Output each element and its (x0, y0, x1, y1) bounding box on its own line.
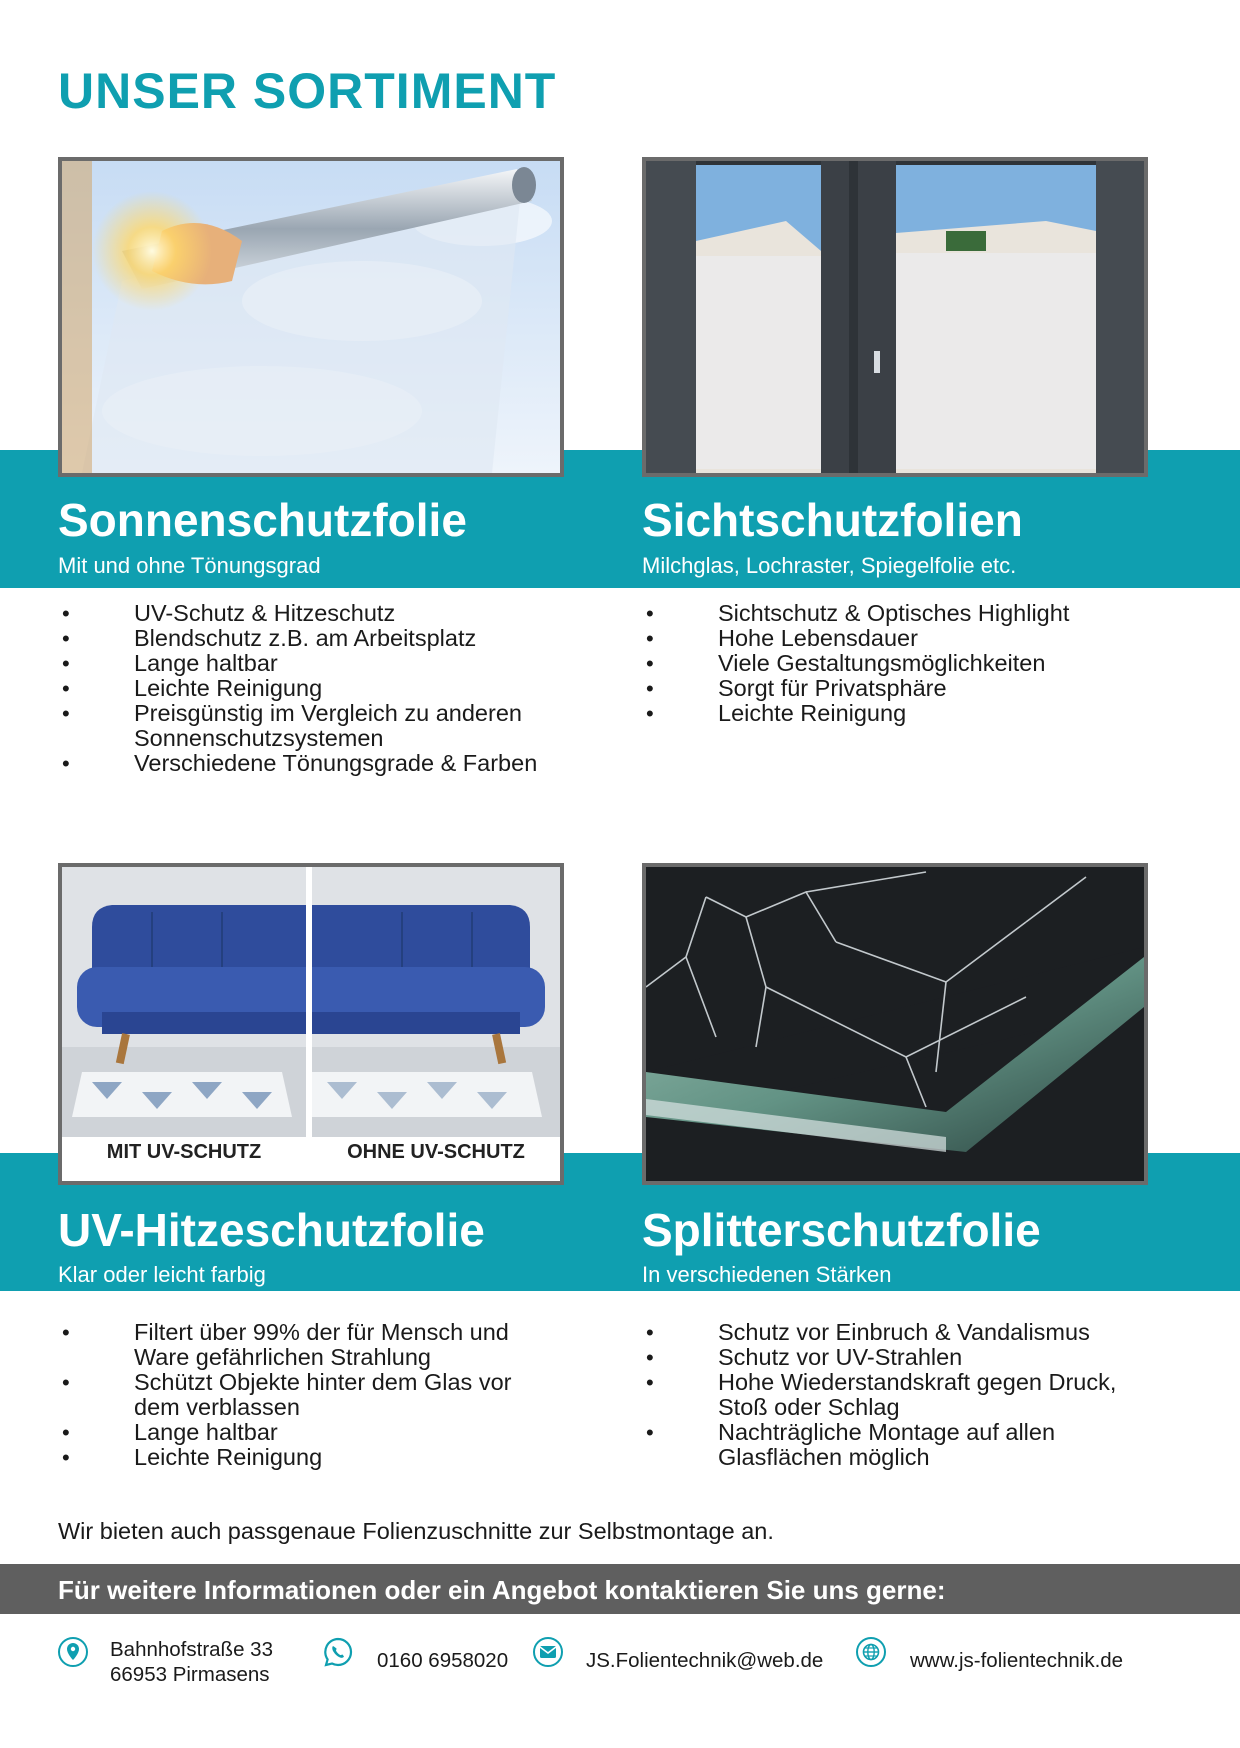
list-item: • Leichte Reinigung (58, 676, 578, 701)
list-item: • Hohe Wiederstandskraft gegen Druck, Stoß oder Schlag (642, 1370, 1118, 1420)
privacy-film-photo (642, 157, 1148, 477)
page-title: UNSER SORTIMENT (58, 63, 557, 119)
image-label-without-uv: OHNE UV-SCHUTZ (347, 1141, 525, 1163)
contact-city: 66953 Pirmasens (110, 1663, 270, 1686)
feature-list-sonnenschutz (58, 601, 578, 776)
product-title-sonnenschutz: Sonnenschutzfolie (58, 494, 467, 546)
list-item: • Sorgt für Privatsphäre (642, 676, 1162, 701)
whatsapp-icon (322, 1636, 354, 1668)
list-item: • Verschiedene Tönungsgrade & Farben (58, 751, 578, 776)
list-item: • Preisgünstig im Vergleich zu anderen Sonnenschutzsystemen (58, 701, 554, 751)
product-subtitle-sichtschutz: Milchglas, Lochraster, Spiegelfolie etc. (642, 553, 1017, 578)
product-subtitle-uv-hitzeschutz: Klar oder leicht farbig (58, 1262, 266, 1287)
sun-film-photo (58, 157, 564, 477)
list-item: • Blendschutz z.B. am Arbeitsplatz (58, 626, 578, 651)
mail-icon (532, 1636, 564, 1668)
shatter-glass-photo (642, 863, 1148, 1185)
list-item: • Lange haltbar (58, 651, 578, 676)
list-item: • Schutz vor UV-Strahlen (642, 1345, 1162, 1370)
feature-list-uv-hitzeschutz (58, 1320, 578, 1470)
product-title-splitterschutz: Splitterschutzfolie (642, 1204, 1041, 1256)
product-subtitle-splitterschutz: In verschiedenen Stärken (642, 1262, 892, 1287)
list-item: • Lange haltbar (58, 1420, 578, 1445)
list-item: • Leichte Reinigung (642, 701, 1162, 726)
self-install-note: Wir bieten auch passgenaue Folienzuschnitte zur Selbstmontage an. (58, 1518, 774, 1544)
list-item: • Sichtschutz & Optisches Highlight (642, 601, 1162, 626)
list-item: • Schützt Objekte hinter dem Glas vor dem verblassen (58, 1370, 554, 1420)
feature-list-splitterschutz (642, 1320, 1162, 1470)
contact-website[interactable]: www.js-folientechnik.de (910, 1649, 1124, 1672)
contact-street: Bahnhofstraße 33 (110, 1638, 273, 1661)
contact-banner (0, 1564, 1240, 1614)
list-item: • Schutz vor Einbruch & Vandalismus (642, 1320, 1162, 1345)
image-label-with-uv: MIT UV-SCHUTZ (106, 1141, 262, 1163)
contact-address (110, 1637, 273, 1687)
list-item: • Filtert über 99% der für Mensch und Ware gefährlichen Strahlung (58, 1320, 554, 1370)
uv-sofa-photo (58, 863, 564, 1185)
product-title-uv-hitzeschutz: UV-Hitzeschutzfolie (58, 1204, 485, 1256)
location-pin-icon (57, 1636, 89, 1668)
product-subtitle-sonnenschutz: Mit und ohne Tönungsgrad (58, 553, 321, 578)
contact-email[interactable]: JS.Folientechnik@web.de (586, 1649, 824, 1672)
contact-banner-text: Für weitere Informationen oder ein Angebot kontaktieren Sie uns gerne: (58, 1575, 946, 1605)
feature-list-sichtschutz (642, 601, 1162, 726)
contact-phone[interactable]: 0160 6958020 (377, 1649, 509, 1672)
globe-icon (855, 1636, 887, 1668)
product-title-sichtschutz: Sichtschutzfolien (642, 494, 1023, 546)
list-item: • Leichte Reinigung (58, 1445, 578, 1470)
list-item: • UV-Schutz & Hitzeschutz (58, 601, 578, 626)
list-item: • Nachträgliche Montage auf allen Glasflächen möglich (642, 1420, 1138, 1470)
list-item: • Viele Gestaltungsmöglichkeiten (642, 651, 1162, 676)
list-item: • Hohe Lebensdauer (642, 626, 1162, 651)
